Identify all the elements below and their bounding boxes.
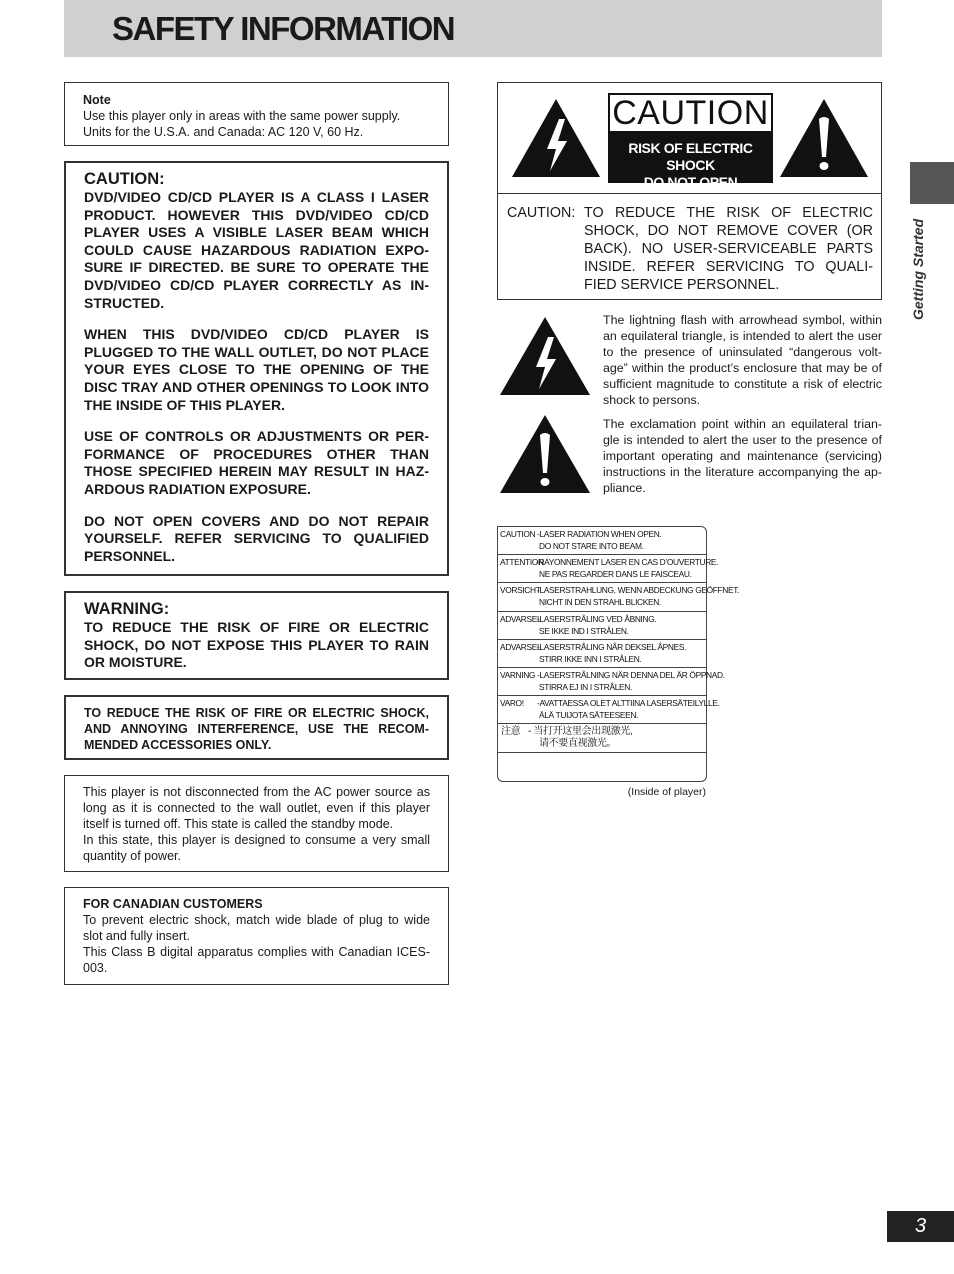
laser-row-line-2: DO NOT STARE INTO BEAM.: [539, 541, 644, 551]
laser-row-line-1: - 当打开这里会出现激光,: [528, 726, 633, 737]
laser-row-line-1: -LASERSTRÅLNING NÄR DENNA DEL ÄR ÖPPNAD.: [537, 670, 725, 680]
laser-row-line-2: 请不要直视激光。: [539, 738, 617, 749]
laser-row-line-1: -LASERSTRÅLING VED ÅBNING.: [537, 614, 657, 624]
laser-row-lang: VARO!: [500, 698, 524, 708]
note-line-1: Use this player only in areas with the same power supply.: [83, 109, 401, 123]
exclamation-description: The exclamation point within an equilateral trian-gle is intended to alert the user to the presence of important operating and maintenance (servicing) instructions in the literature accompanying the ap-pliance.: [603, 417, 882, 495]
canadian-box: [64, 887, 449, 985]
laser-row-line-1: -LASER RADIATION WHEN OPEN.: [537, 529, 662, 539]
lightning-description: The lightning flash with arrowhead symbol, within an equilateral triangle, is intended to alert the user to the presence of uninsulated “dangerous volt-age” within the product’s enclosure that may be of sufficient magnitude to constitute a risk of electric shock to persons.: [603, 313, 882, 407]
exclamation-warning-icon: [778, 97, 870, 179]
warning-heading: WARNING:: [84, 600, 170, 618]
caution-para-3: USE OF CONTROLS OR ADJUSTMENTS OR PER-FORMANCE OF PROCEDURES OTHER THAN THOSE SPECIFIED HEREIN MAY RESULT IN HAZ-ARDOUS RADIATION EXPOSURE.: [84, 428, 429, 497]
laser-row: [498, 668, 725, 696]
caution-sub-line-1: RISK OF ELECTRIC SHOCK: [628, 140, 753, 173]
section-tab: [910, 162, 954, 204]
accessories-box: [64, 695, 449, 760]
laser-row: [498, 583, 740, 612]
canadian-para-1: To prevent electric shock, match wide blade of plug to wide slot and fully insert.: [83, 913, 430, 943]
standby-para-2: In this state, this player is designed to consume a very small quantity of power.: [83, 833, 430, 863]
laser-row-line-1: -LASERSTRAHLUNG, WENN ABDECKUNG GEÖFFNET.: [537, 585, 740, 595]
caution-banner: [497, 82, 882, 300]
laser-row: [498, 724, 706, 753]
note-box: [64, 82, 449, 146]
standby-box: [64, 775, 449, 872]
canadian-heading: FOR CANADIAN CUSTOMERS: [83, 897, 263, 911]
laser-row-lang: CAUTION: [500, 529, 536, 539]
warning-text: TO REDUCE THE RISK OF FIRE OR ELECTRIC SHOCK, DO NOT EXPOSE THIS PLAYER TO RAIN OR MOISTURE.: [84, 619, 429, 671]
laser-row-lang: ATTENTION: [500, 557, 544, 567]
caution-para-1: DVD/VIDEO CD/CD PLAYER IS A CLASS I LASER PRODUCT. HOWEVER THIS DVD/VIDEO CD/CD PLAYER USES A VISIBLE LASER BEAM WHICH COULD CAUSE HAZARDOUS RADIATION EXPO-SURE IF DIRECTED. BE SURE TO OPERATE THE DVD/VIDEO CD/CD PLAYER CORRECTLY AS IN-STRUCTED.: [84, 189, 429, 311]
caution-para-2: WHEN THIS DVD/VIDEO CD/CD PLAYER IS PLUGGED TO THE WALL OUTLET, DO NOT PLACE YOUR EYES CLOSE TO THE OPENING OF THE DISC TRAY AND OTHER OPENINGS TO LOOK INTO THE INSIDE OF THIS PLAYER.: [84, 326, 429, 413]
laser-row-line-1: -LASERSTRÅLING NÅR DEKSEL ÅPNES.: [537, 642, 687, 652]
laser-row-line-1: -RAYONNEMENT LASER EN CAS D’OUVERTURE.: [536, 557, 719, 567]
caution-banner-label: CAUTION:: [507, 205, 576, 221]
laser-row-lang: ADVARSEL: [500, 614, 542, 624]
laser-row: [498, 640, 706, 668]
accessories-text: TO REDUCE THE RISK OF FIRE OR ELECTRIC SHOCK, AND ANNOYING INTERFERENCE, USE THE RECOM-MENDED ACCESSORIES ONLY.: [84, 706, 429, 752]
caution-box: [64, 161, 449, 576]
laser-row-line-2: STIRR IKKE INN I STRÅLEN.: [539, 654, 642, 664]
laser-row-lang: 注意: [501, 726, 521, 737]
laser-row-line-2: STIRRA EJ IN I STRÅLEN.: [539, 682, 632, 692]
laser-row-line-2: ÄLÄ TUIJOTA SÄTEESEEN.: [539, 710, 639, 720]
laser-row-line-2: NE PAS REGARDER DANS LE FAISCEAU.: [539, 569, 692, 579]
laser-row-line-1: -AVATTAESSA OLET ALTTIINA LASERSÄTEILYLLE.: [537, 698, 720, 708]
laser-row: [498, 555, 719, 583]
page-number: 3: [887, 1211, 954, 1242]
caution-word: CAUTION: [608, 93, 773, 133]
laser-warning-label: [497, 526, 740, 782]
caution-banner-body: TO REDUCE THE RISK OF ELECTRIC SHOCK, DO NOT REMOVE COVER (OR BACK). NO USER-SERVICEABLE PARTS INSIDE. REFER SERVICING TO QUALI-FIED SERVICE PERSONNEL.: [584, 205, 873, 293]
laser-row: [498, 696, 720, 724]
laser-row-line-2: NICHT IN DEN STRAHL BLICKEN.: [539, 597, 661, 607]
caution-banner-graphic: [498, 83, 881, 194]
lightning-symbol-icon: [498, 315, 592, 397]
laser-label-caption: (Inside of player): [627, 786, 706, 798]
exclamation-symbol-icon: [498, 413, 592, 495]
laser-row: [498, 527, 706, 555]
warning-box: [64, 591, 449, 680]
caution-sub-line-2: DO NOT OPEN: [643, 174, 738, 190]
lightning-warning-icon: [510, 97, 602, 179]
caution-para-4: DO NOT OPEN COVERS AND DO NOT REPAIR YOURSELF. REFER SERVICING TO QUALIFIED PERSONNEL.: [84, 512, 429, 564]
caution-heading: CAUTION:: [84, 170, 165, 188]
note-heading: Note: [83, 93, 111, 107]
laser-row: [498, 612, 706, 640]
caution-label-box: [608, 93, 773, 190]
section-label: Getting Started: [910, 218, 926, 320]
standby-para-1: This player is not disconnected from the AC power source as long as it is connected to the wall outlet, even if this player itself is turned off. This state is called the standby mode.: [83, 785, 430, 831]
laser-row-lang: ADVARSEL: [500, 642, 542, 652]
laser-row-line-2: SE IKKE IND I STRÅLEN.: [539, 626, 629, 636]
caution-banner-text: [507, 204, 873, 294]
page-title: SAFETY INFORMATION: [112, 10, 455, 47]
laser-row-lang: VORSICHT: [500, 585, 541, 595]
laser-row-lang: VARNING: [500, 670, 536, 680]
caution-subtitle: [608, 133, 773, 190]
canadian-para-2: This Class B digital apparatus complies with Canadian ICES-003.: [83, 945, 430, 975]
note-line-2: Units for the U.S.A. and Canada: AC 120 V, 60 Hz.: [83, 125, 364, 139]
